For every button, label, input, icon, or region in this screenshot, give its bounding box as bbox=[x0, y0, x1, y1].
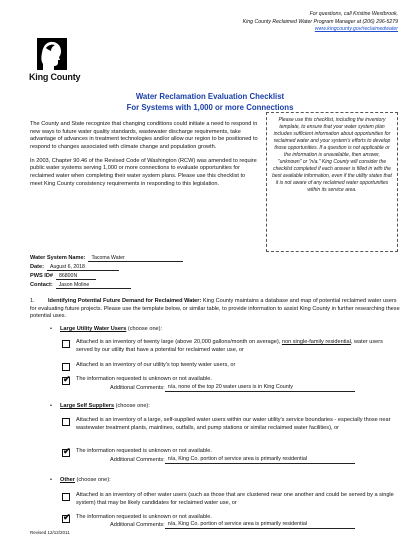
large-self-option-2-checkbox[interactable] bbox=[62, 446, 71, 457]
date-label: Date: bbox=[30, 264, 44, 270]
large-utility-option-1 bbox=[76, 339, 401, 354]
section-1 bbox=[30, 298, 400, 321]
check-mark-icon: ✔ bbox=[63, 512, 71, 522]
system-name-field[interactable]: Tacoma Water bbox=[88, 256, 183, 263]
system-name-label: Water System Name: bbox=[30, 255, 86, 261]
check-mark-icon: ✔ bbox=[63, 446, 71, 456]
large-utility-option-3: The information requested is unknown or not available. bbox=[76, 376, 212, 382]
date-row bbox=[30, 264, 119, 271]
system-name-row bbox=[30, 255, 183, 262]
option-text-underlined: non single-family residential bbox=[281, 339, 351, 345]
other-heading-row bbox=[50, 477, 111, 484]
large-self-comments-field[interactable]: n/a, King Co. portion of service area is primarily residential bbox=[165, 456, 355, 464]
large-utility-comments-field[interactable]: n/a, none of the top 20 water users is in King County bbox=[165, 384, 355, 392]
large-utility-option-3-checkbox[interactable] bbox=[62, 374, 71, 385]
contact-field[interactable]: Jason Moline bbox=[56, 283, 131, 290]
large-utility-option-2: Attached is an inventory of our utility's top twenty water users, or bbox=[76, 362, 236, 368]
comments-label: Additional Comments: bbox=[110, 456, 165, 463]
pws-field[interactable]: 86800N bbox=[56, 274, 96, 281]
pws-label: PWS ID# bbox=[30, 273, 54, 279]
large-self-option-1: Attached is an inventory of a large, self-supplied water users within our water utility's service boundaries - especially those near wastewater treatment plants, mainlines, outfalls, and pump stations or similar reclaimed water facilities), or bbox=[76, 417, 391, 431]
other-comments-field[interactable]: n/a, King Co. portion of service area is primarily residential bbox=[165, 521, 355, 529]
other-suffix: (choose one): bbox=[74, 477, 111, 483]
logo-name: King County bbox=[29, 72, 81, 82]
revision-date: Revised 12/12/2011 bbox=[30, 530, 70, 535]
comments-label: Additional Comments: bbox=[110, 521, 165, 528]
contact-line-2: King County Reclaimed Water Program Manager at (206) 296-5279 bbox=[242, 18, 398, 25]
instructions-box: Please use this checklist, including the inventory template, to ensure that your water system plan includes sufficient information about opportunities for reclaimed water and your system's efforts to develop those opportunities. If a question is not applicable or the information is unavailable, then answer, "unknown" or "n/a." King County will consider the checklist completed if each answer is filled in with the best available information, even if the utility states that it is not aware of any reclaimed water opportunities within its service area. bbox=[266, 112, 398, 252]
king-county-logo bbox=[29, 38, 89, 84]
large-utility-option-1-checkbox[interactable] bbox=[62, 340, 70, 348]
bullet: • bbox=[50, 326, 52, 332]
other-option-1-checkbox[interactable] bbox=[62, 493, 70, 501]
page-title bbox=[0, 92, 420, 113]
intro-paragraph-2: In 2003, Chapter 90.46 of the Revised Code of Washington (RCW) was amended to require public water systems serving 1,000 or more connections to evaluate opportunities for reclaimed water when completing their water system plans. Please use this checklist to meet King County consistency requirements in responding to this legislation. bbox=[30, 157, 257, 187]
contact-label: Contact: bbox=[30, 282, 53, 288]
large-self-heading: Large Self Suppliers bbox=[60, 403, 115, 409]
large-utility-option-2-checkbox[interactable] bbox=[62, 363, 70, 371]
pws-row bbox=[30, 273, 96, 280]
section-number: 1. bbox=[30, 298, 35, 304]
large-self-comments-row bbox=[110, 456, 355, 464]
large-utility-comments-row bbox=[110, 384, 355, 392]
contact-row bbox=[30, 282, 131, 289]
option-text: , water users served by our utility that have a potential for reclaimed water use, or bbox=[76, 339, 383, 353]
large-self-suffix: (choose one): bbox=[114, 403, 150, 409]
other-option-1: Attached is an inventory of other water users (such as those that are clustered near one another and could be served by a single system) that may be likely candidates for reclaimed water use, or bbox=[76, 492, 394, 506]
large-self-option-1-checkbox[interactable] bbox=[62, 418, 70, 426]
section-heading: Identifying Potential Future Demand for Reclaimed Water: bbox=[48, 298, 202, 304]
section-text: King County maintains a database and map of potential reclaimed water users for evaluating future projects. Please use the template below, or similar table, to provide information to assist King County in further researching these potential uses. bbox=[30, 298, 400, 320]
title-line-1: Water Reclamation Evaluation Checklist bbox=[135, 92, 285, 101]
contact-info bbox=[243, 11, 398, 34]
website-link[interactable]: www.kingcounty.gov/reclaimedwater bbox=[314, 26, 398, 33]
other-option-2: The information requested is unknown or not available. bbox=[76, 514, 212, 520]
intro-text bbox=[30, 121, 258, 194]
large-self-heading-row bbox=[50, 403, 150, 410]
other-option-2-checkbox[interactable] bbox=[62, 512, 71, 523]
other-comments-row bbox=[110, 521, 355, 529]
large-utility-heading-row bbox=[50, 326, 162, 333]
comments-label: Additional Comments: bbox=[110, 384, 165, 391]
bullet: • bbox=[50, 403, 52, 409]
title-line-2: For Systems with 1,000 or more Connections bbox=[126, 102, 294, 112]
other-heading: Other bbox=[60, 477, 75, 483]
contact-line-1: For questions, call Kristine Westbrook, bbox=[309, 11, 398, 17]
mlk-profile-icon bbox=[37, 38, 67, 70]
date-field[interactable]: August 6, 2018 bbox=[47, 265, 119, 272]
large-utility-heading: Large Utility Water Users bbox=[60, 326, 127, 332]
king-county-logo-mark bbox=[37, 38, 67, 70]
option-text: Attached is an inventory of twenty large (above 20,000 gallons/month on average), bbox=[76, 339, 282, 345]
bullet: • bbox=[50, 477, 52, 483]
check-mark-icon: ✔ bbox=[63, 374, 71, 384]
large-self-option-2: The information requested is unknown or not available. bbox=[76, 448, 212, 454]
large-utility-suffix: (choose one): bbox=[126, 326, 163, 332]
intro-paragraph-1: The County and State recognize that changing conditions could initiate a need to respond in new ways to future water quality standards, wastewater discharge requirements, take advantage of advances in treatment technologies and/or allow our region to be positioned to respond to changes associated with climate change and population growth. bbox=[30, 121, 258, 150]
